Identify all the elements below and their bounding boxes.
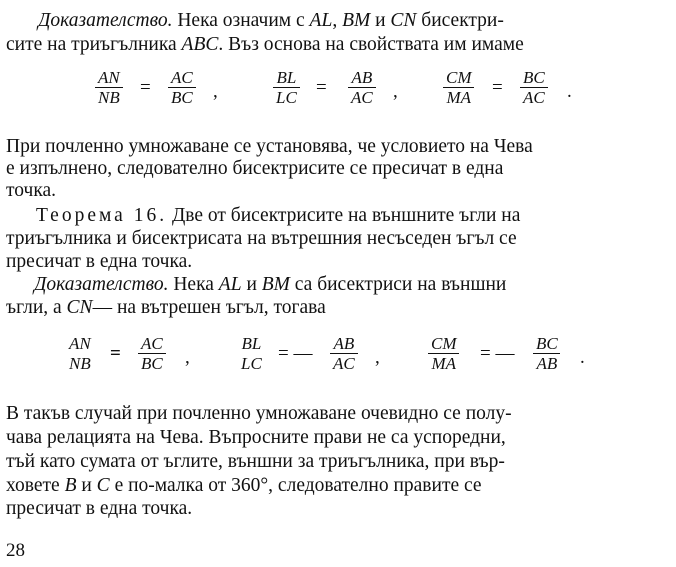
fraction: $\frac{AC}{BC}$ <box>138 334 166 373</box>
fraction: $\frac{AB}{AC}$ <box>348 68 376 107</box>
proof-label: Доказателство. <box>38 10 173 31</box>
paragraph-4-line-2: чава релацията на Чева. Въпросните прави не са успоредни, <box>6 427 506 448</box>
paragraph-4-line-3: тъй като сумата от ъглите, външни за триъгълника, при вър- <box>6 451 505 472</box>
fraction: $\frac{AB}{AC}$ <box>330 334 358 373</box>
paragraph-3-line-1: Доказателство. Нека AL и BM са бисектриси на външни <box>34 274 507 295</box>
fraction: BL LC <box>241 334 262 373</box>
paragraph-2-line-2: е изпълнено, следователно бисектрисите се пресичат в една <box>6 158 504 179</box>
paragraph-4-line-1: В такъв случай при почленно умножаване очевидно се полу- <box>6 403 512 424</box>
fraction: $\frac{AC}{BC}$ <box>168 68 196 107</box>
fraction: $\frac{CM}{MA}$ <box>443 68 475 107</box>
paragraph-3-line-2: ъгли, а CN— на вътрешен ъгъл, тогава <box>6 297 326 318</box>
paragraph-1-line-1: Доказателство. Нека означим с AL, BM и CN бисектри- <box>38 10 504 31</box>
theorem-line-1: Теорема 16. Две от бисектрисите на външните ъгли на <box>36 205 521 226</box>
paragraph-2-line-1: При почленно умножаване се установява, че условието на Чева <box>6 136 533 157</box>
fraction: $\frac{BC}{AB}$ <box>533 334 561 373</box>
theorem-line-2: триъгълника и бисектрисата на вътрешния несъседен ъгъл се <box>6 228 517 249</box>
theorem-label: Теорема 16. <box>36 205 168 226</box>
paragraph-1-line-2: сите на триъгълника ABC. Въз основа на свойствата им имаме <box>6 34 524 55</box>
paragraph-2-line-3: точка. <box>6 180 57 201</box>
fraction: AN NB <box>69 334 91 373</box>
fraction: $\frac{AN}{NB}$ <box>95 68 123 107</box>
fraction: $\frac{CM}{MA}$ <box>428 334 460 373</box>
paragraph-4-line-4: ховете B и C е по-малка от 360°, следователно правите се <box>6 475 482 496</box>
proof-label: Доказателство. <box>34 274 169 295</box>
fraction: $\frac{BC}{AC}$ <box>520 68 548 107</box>
page-number: 28 <box>6 540 25 561</box>
theorem-line-3: пресичат в една точка. <box>6 251 193 272</box>
paragraph-4-line-5: пресичат в една точка. <box>6 498 193 519</box>
fraction: $\frac{BL}{LC}$ <box>273 68 300 107</box>
